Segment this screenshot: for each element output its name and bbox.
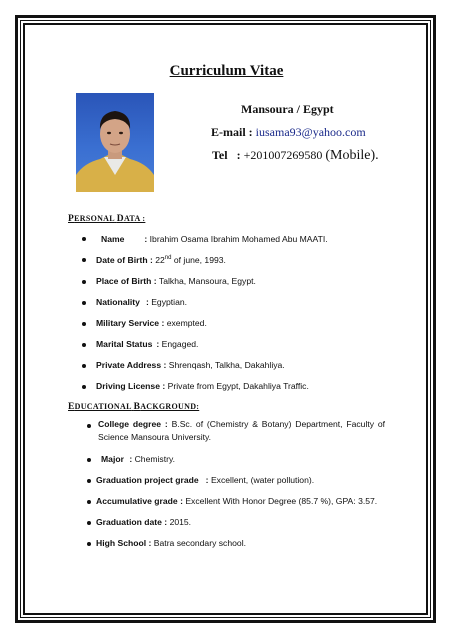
contact-email (211, 125, 366, 140)
education-item-major: Major : Chemistry. (101, 454, 176, 464)
personal-item-name: Name : Ibrahim Osama Ibrahim Mohamed Abu MAATI. (101, 234, 328, 244)
contact-phone (212, 148, 379, 164)
bullet-icon (82, 301, 86, 305)
personal-data-heading: PERSONAL DATA : (68, 214, 146, 224)
personal-item-address: Private Address : Shrenqash, Talkha, Dakahliya. (96, 360, 285, 370)
tel-value: +201007269580 (243, 148, 323, 162)
education-item-graduation-date: Graduation date : 2015. (96, 517, 192, 527)
personal-item-pob: Place of Birth : Talkha, Mansoura, Egypt. (96, 276, 256, 286)
personal-item-driving: Driving License : Private from Egypt, Dakahliya Traffic. (96, 381, 309, 391)
personal-item-marital: Marital Status : Engaged. (96, 339, 199, 349)
tel-label: Tel : (212, 148, 241, 162)
education-item-high-school: High School : Batra secondary school. (96, 538, 246, 548)
education-item-project: Graduation project grade : Excellent, (water pollution). (96, 475, 315, 485)
email-label: E-mail : (211, 125, 253, 139)
bullet-icon (82, 322, 86, 326)
personal-item-dob: Date of Birth : 22nd of june, 1993. (96, 255, 226, 265)
bullet-icon (82, 385, 86, 389)
bullet-icon (87, 458, 91, 462)
personal-item-military: Military Service : exempted. (96, 318, 207, 328)
bullet-icon (87, 521, 91, 525)
bullet-icon (82, 237, 86, 241)
profile-photo (76, 93, 154, 192)
education-item-degree: College degree : B.Sc. of (Chemistry & Botany) Department, Faculty of Science Mansoura University. (98, 419, 386, 442)
education-item-accumulative: Accumulative grade : Excellent With Honor Degree (85.7 %), GPA: 3.57. (96, 496, 378, 506)
profile-photo-image (76, 93, 154, 192)
personal-item-nationality: Nationality : Egyptian. (96, 297, 188, 307)
document-title: Curriculum Vitae (169, 63, 284, 79)
contact-location: Mansoura / Egypt (241, 102, 334, 116)
bullet-icon (87, 424, 91, 428)
email-value[interactable]: iusama93@yahoo.com (255, 125, 366, 139)
bullet-icon (82, 258, 86, 262)
bullet-icon (87, 479, 91, 483)
tel-note: (Mobile). (325, 148, 379, 163)
bullet-icon (82, 280, 86, 284)
bullet-icon (87, 542, 91, 546)
bullet-icon (82, 364, 86, 368)
bullet-icon (87, 500, 91, 504)
education-heading: EDUCATIONAL BACKGROUND: (68, 402, 200, 412)
bullet-icon (82, 343, 86, 347)
